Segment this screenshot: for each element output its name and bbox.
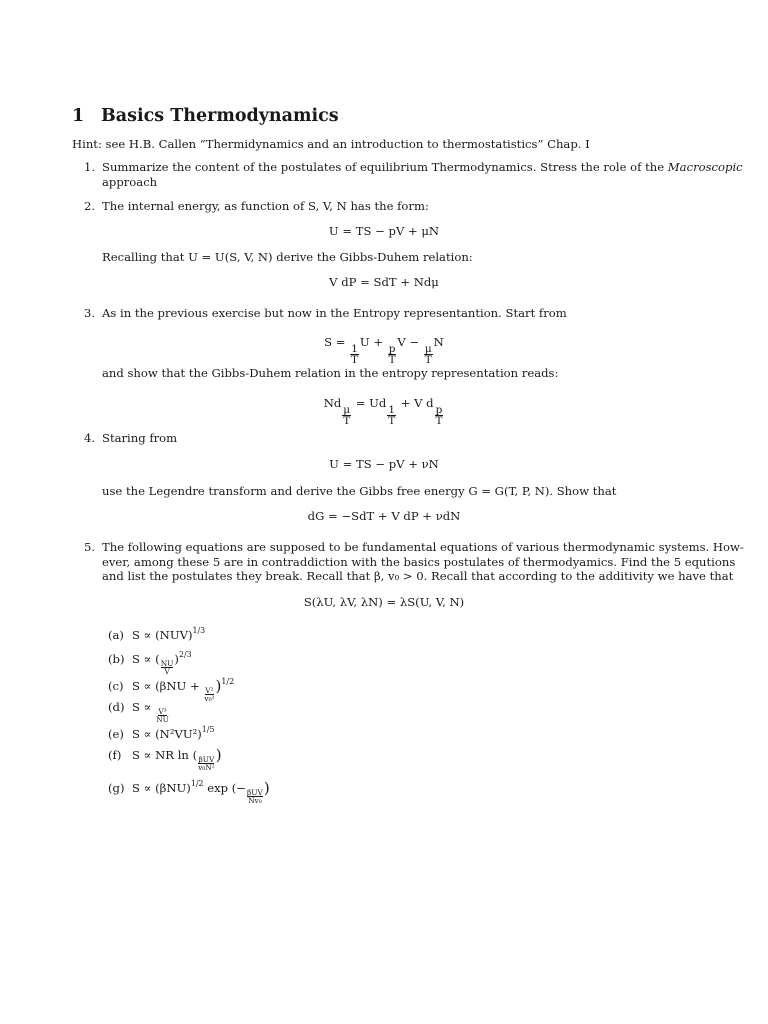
equation: S(λU, λV, λN) = λS(U, V, N) <box>303 595 465 609</box>
hint-text: Hint: see H.B. Callen “Thermidynamics and an introduction to thermostatistics” Chap. I <box>72 137 590 151</box>
item-text: ever, among these 5 are in contraddiction with the basics postulates of thermodyamics. Find the 5 equtions <box>102 555 736 569</box>
sub-item: (a) S ∝ (NUV)$^{1/3}$ <box>108 626 206 642</box>
fraction: $\frac{\text{V²}}{\text{v₀²}}$ <box>204 686 215 703</box>
item-emphasis: Macroscopic <box>667 160 743 174</box>
fraction: $\frac{1}{T}$ <box>351 343 359 366</box>
equation: V dP = SdT + Ndμ <box>329 275 439 289</box>
fraction: $\frac{\mu}{T}$ <box>424 343 432 366</box>
section-heading <box>72 106 339 126</box>
fraction: $\frac{\mu}{T}$ <box>343 404 351 427</box>
item-number: 5. <box>84 540 96 554</box>
sub-item: (c) S ∝ (βNU + $\frac{\text{V²}}{\text{v₀²}}$ )$^{1/2}$ <box>108 677 235 703</box>
sub-item: (b) S ∝ ( $\frac{NU}{V}$ )$^{2/3}$ <box>108 650 192 676</box>
item-text: and show that the Gibbs-Duhem relation in the entropy representation reads: <box>102 366 559 380</box>
item-text-cont: approach <box>102 175 158 189</box>
fraction: $\frac{\text{V³}}{NU}$ <box>156 707 169 724</box>
fraction: $\frac{p}{T}$ <box>388 343 396 366</box>
item-text: As in the previous exercise but now in the Entropy representantion. Start from <box>102 306 567 320</box>
item-text: and list the postulates they break. Recall that β, v₀ > 0. Recall that according to the additivity we have that <box>102 569 734 583</box>
equation: dG = −SdT + V dP + νdN <box>307 509 461 523</box>
fraction: $\frac{NU}{V}$ <box>160 659 174 676</box>
equation: Nd $\frac{\mu}{T}$ = Ud $\frac{1}{T}$ + V d $\frac{p}{T}$ <box>323 396 443 427</box>
fraction: $\frac{1}{T}$ <box>388 404 396 427</box>
sub-item: (g) $S \propto (\beta NU)^{1/2}$ exp (− $\frac{\text{βUV}}{\text{Nv₀}}$ ) <box>108 779 270 805</box>
sub-item: (e) $S \propto (N^2VU^2)^{1/5}$ <box>108 725 215 741</box>
item-number: 3. <box>84 306 96 320</box>
fraction: $\frac{p}{T}$ <box>435 404 443 427</box>
item-number: 1. <box>84 160 96 174</box>
equation: U = TS − pV + νN <box>329 457 439 471</box>
list-item <box>0 160 768 190</box>
item-number: 4. <box>84 431 96 445</box>
fraction: $\frac{\text{βUV}}{\text{Nv₀}}$ <box>246 788 263 805</box>
sub-item: (f) S ∝ NR ln ( $\frac{\text{βUV}}{\text{v₀N²}}$ ) <box>108 746 222 772</box>
section-title: Basics Thermodynamics <box>101 106 339 126</box>
section-number: 1 <box>72 106 85 126</box>
item-text: Staring from <box>102 431 178 445</box>
item-text: use the Legendre transform and derive the Gibbs free energy G = G(T, P, N). Show that <box>102 484 617 498</box>
item-text: Recalling that U = U(S, V, N) derive the Gibbs-Duhem relation: <box>102 250 473 264</box>
fraction: $\frac{\text{βUV}}{\text{v₀N²}}$ <box>198 755 215 772</box>
item-text: The internal energy, as function of S, V, N has the form: <box>102 199 429 213</box>
item-number: 2. <box>84 199 96 213</box>
item-text: The following equations are supposed to be fundamental equations of various thermodynamic systems. How- <box>102 540 744 554</box>
equation: S = $\frac{1}{T}$ U + $\frac{p}{T}$ V − $\frac{\mu}{T}$ N <box>324 335 444 366</box>
list-item <box>0 540 768 586</box>
equation: U = TS − pV + μN <box>328 224 440 238</box>
sub-item: (d) S ∝ $\frac{\text{V³}}{NU}$ <box>108 700 169 724</box>
item-text: Summarize the content of the postulates of equilibrium Thermodynamics. Stress the role of the <box>102 160 668 174</box>
